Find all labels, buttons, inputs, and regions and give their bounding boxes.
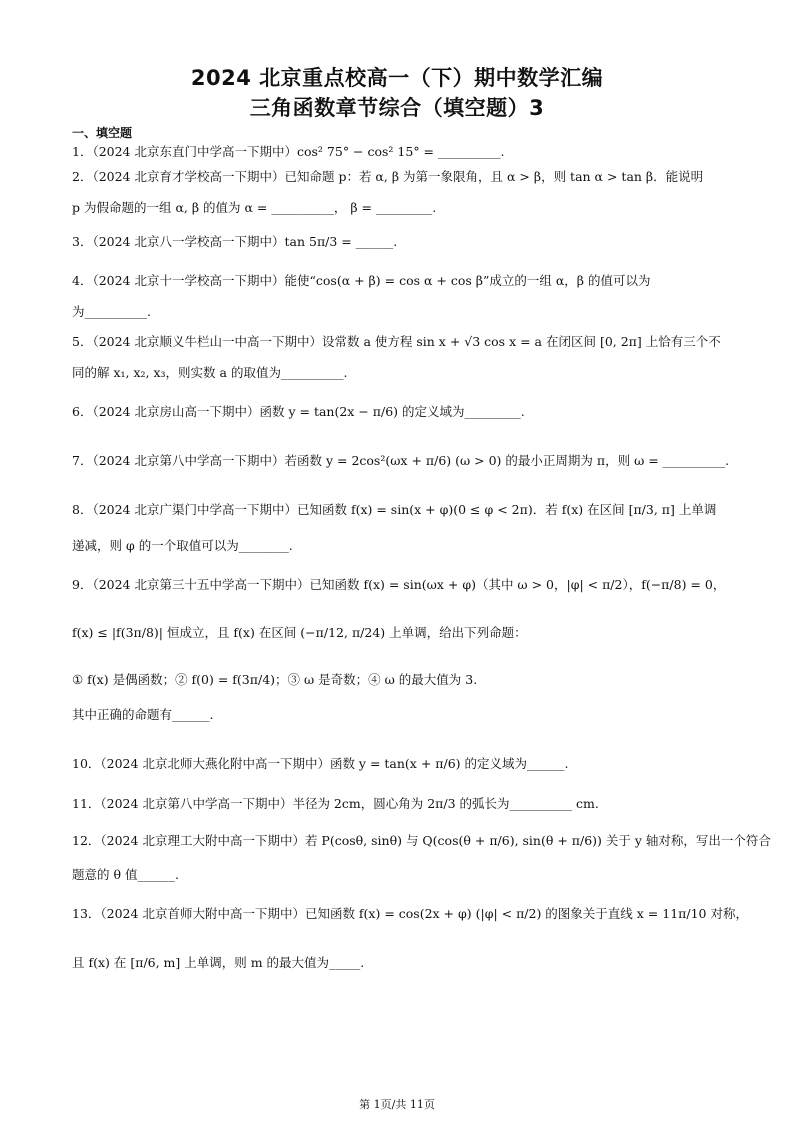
question-4-line-1: 4．（2024 北京十一学校高一下期中）能使“cos(α + β) = cos α + cos β”成立的一组 α，β 的值可以为 (72, 273, 651, 288)
question-12 (72, 832, 771, 884)
question-3-line-1: 3．（2024 北京八一学校高一下期中）tan 5π/3 = ______. (72, 234, 398, 249)
question-11-line-1: 11．（2024 北京第八中学高一下期中）半径为 2cm，圆心角为 2π/3 的弧长为__________ cm. (72, 796, 599, 811)
question-6 (72, 403, 722, 421)
section-heading: 一、填空题 (72, 126, 133, 140)
question-5-line-2: 同的解 x₁, x₂, x₃，则实数 a 的取值为__________. (72, 365, 348, 380)
question-7-line-1: 7．（2024 北京第八中学高一下期中）若函数 y = 2cos²(ωx + π/6) (ω > 0) 的最小正周期为 π，则 ω = __________. (72, 453, 730, 468)
question-5 (72, 333, 722, 382)
page-subtitle: 三角函数章节综合（填空题）3 (249, 96, 545, 120)
question-9-line-4: 其中正确的命题有______. (72, 707, 214, 722)
question-4-line-2: 为__________. (72, 304, 151, 319)
question-2-line-1: 2．（2024 北京育才学校高一下期中）已知命题 p：若 α, β 为第一象限角，且 α > β，则 tan α > tan β．能说明 (72, 169, 704, 184)
question-10 (72, 755, 722, 773)
question-13-line-1: 13．（2024 北京首师大附中高一下期中）已知函数 f(x) = cos(2x + φ) (|φ| < π/2) 的图象关于直线 x = 11π/10 对称， (72, 906, 748, 921)
question-2-line-2: p 为假命题的一组 α, β 的值为 α = __________， β = _________. (72, 200, 437, 215)
question-12-line-1: 12．（2024 北京理工大附中高一下期中）若 P(cosθ, sinθ) 与 Q(cos(θ + π/6), sin(θ + π/6)) 关于 y 轴对称，写出一个符合 (72, 833, 771, 848)
question-9-line-1: 9．（2024 北京第三十五中学高一下期中）已知函数 f(x) = sin(ωx + φ)（其中 ω > 0，|φ| < π/2），f(−π/8) = 0， (72, 577, 726, 592)
question-7 (72, 452, 730, 470)
question-3 (72, 233, 722, 251)
question-13-line-2: 且 f(x) 在 [π/6, m] 上单调，则 m 的最大值为_____. (72, 955, 365, 970)
question-9 (72, 576, 726, 724)
question-5-line-1: 5．（2024 北京顺义牛栏山一中高一下期中）设常数 a 使方程 sin x + √3 cos x = a 在闭区间 [0, 2π] 上恰有三个不 (72, 334, 721, 349)
question-10-line-1: 10．（2024 北京北师大燕化附中高一下期中）函数 y = tan(x + π/6) 的定义域为______. (72, 756, 569, 771)
question-1-line-1: 1．（2024 北京东直门中学高一下期中）cos² 75° − cos² 15° = __________. (72, 144, 505, 159)
question-4 (72, 272, 722, 321)
question-11 (72, 795, 722, 813)
question-9-line-2: f(x) ≤ |f(3π/8)| 恒成立，且 f(x) 在区间 (−π/12, π/24) 上单调，给出下列命题： (72, 625, 527, 640)
question-6-line-1: 6．（2024 北京房山高一下期中）函数 y = tan(2x − π/6) 的定义域为_________. (72, 404, 525, 419)
question-12-line-2: 题意的 θ 值______. (72, 867, 179, 882)
page-footer: 第 1页/共 11页 (359, 1098, 435, 1111)
question-13 (72, 905, 748, 972)
question-8 (72, 501, 722, 555)
question-2 (72, 168, 722, 217)
question-1 (72, 143, 722, 161)
page-title: 2024 北京重点校高一（下）期中数学汇编 (190, 66, 604, 90)
question-8-line-2: 递减，则 φ 的一个取值可以为________. (72, 538, 293, 553)
question-9-line-3: ① f(x) 是偶函数；② f(0) = f(3π/4)；③ ω 是奇数；④ ω 的最大值为 3. (72, 672, 478, 687)
question-8-line-1: 8．（2024 北京广渠门中学高一下期中）已知函数 f(x) = sin(x + φ)(0 ≤ φ < 2π)．若 f(x) 在区间 [π/3, π] 上单调 (72, 502, 717, 517)
